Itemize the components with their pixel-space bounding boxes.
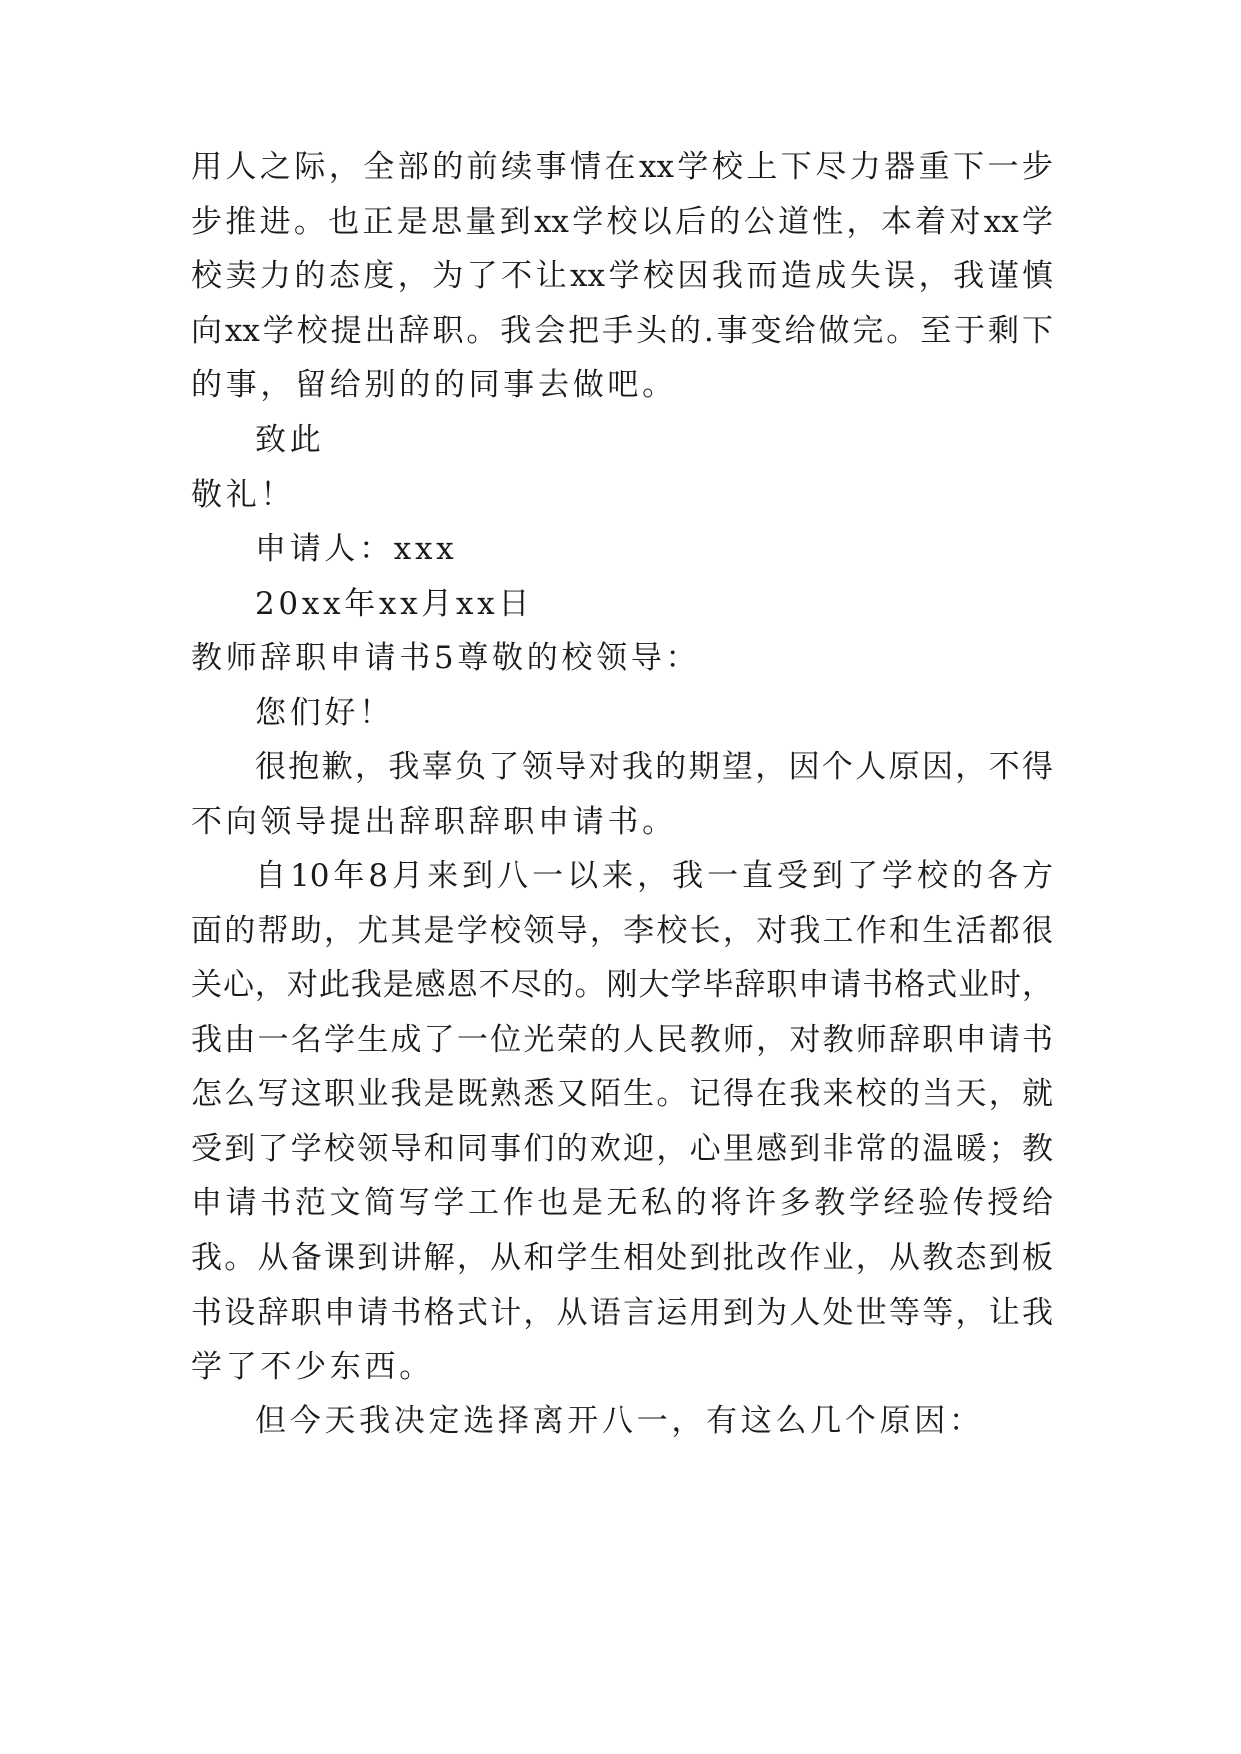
closing-regards: 敬礼！ <box>191 477 296 513</box>
paragraph-line: 自10年8月来到八一以来，我一直受到了学校的各方 <box>255 858 1053 894</box>
paragraph-line: 申请书范文简写学工作也是无私的将许多教学经验传授给 <box>191 1185 1053 1221</box>
paragraph-line: 不向领导提出辞职辞职申请书。 <box>191 804 677 840</box>
paragraph-line: 用人之际，全部的前续事情在xx学校上下尽力器重下一步 <box>191 149 1053 185</box>
paragraph-line: 我。从备课到讲解，从和学生相处到批改作业，从教态到板 <box>191 1240 1053 1276</box>
paragraph-line: 面的帮助，尤其是学校领导，李校长，对我工作和生活都很 <box>191 913 1053 949</box>
paragraph-line: 步推进。也正是思量到xx学校以后的公道性，本着对xx学 <box>191 204 1053 240</box>
applicant-signature: 申请人：xxx <box>255 531 458 567</box>
paragraph-line: 我由一名学生成了一位光荣的人民教师，对教师辞职申请书 <box>191 1022 1053 1058</box>
paragraph-line: 关心，对此我是感恩不尽的。刚大学毕辞职申请书格式业时， <box>191 967 1053 1003</box>
signature-date: 20xx年xx月xx日 <box>255 586 534 622</box>
paragraph-line: 学了不少东西。 <box>191 1349 434 1385</box>
greeting: 您们好！ <box>255 695 394 731</box>
paragraph-line: 校卖力的态度，为了不让xx学校因我而造成失误，我谨慎 <box>191 258 1053 294</box>
paragraph-line: 的事，留给别的的同事去做吧。 <box>191 367 677 403</box>
paragraph-line: 书设辞职申请书格式计，从语言运用到为人处世等等，让我 <box>191 1295 1053 1331</box>
paragraph-line: 但今天我决定选择离开八一，有这么几个原因： <box>255 1403 984 1439</box>
paragraph-line: 怎么写这职业我是既熟悉又陌生。记得在我来校的当天，就 <box>191 1076 1053 1112</box>
paragraph-line: 受到了学校领导和同事们的欢迎，心里感到非常的温暖；教 <box>191 1131 1053 1167</box>
closing-salutation: 致此 <box>255 422 325 458</box>
paragraph-line: 很抱歉，我辜负了领导对我的期望，因个人原因，不得 <box>255 749 1053 785</box>
section-title: 教师辞职申请书5尊敬的校领导： <box>191 640 701 676</box>
paragraph-line: 向xx学校提出辞职。我会把手头的.事变给做完。至于剩下 <box>191 313 1053 349</box>
